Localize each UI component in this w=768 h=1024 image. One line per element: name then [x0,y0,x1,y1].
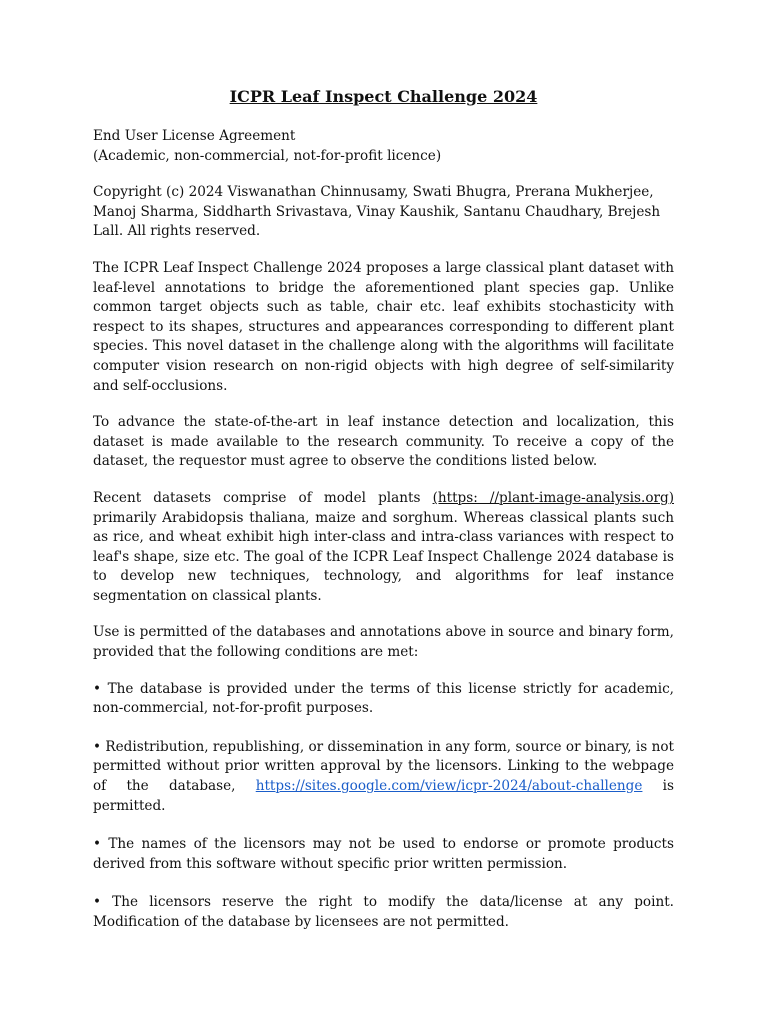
recent-text-before: Recent datasets comprise of model plants [93,489,433,506]
recent-datasets-paragraph [93,489,674,607]
challenge-webpage-link[interactable]: https://sites.google.com/view/icpr-2024/about-challenge [255,778,643,795]
page-title: ICPR Leaf Inspect Challenge 2024 [229,87,538,106]
eula-subtitle: (Academic, non-commercial, not-for-profit licence) [93,147,442,164]
advance-paragraph: To advance the state-of-the-art in leaf instance detection and localization, this dataset is made available to the research community. To receive a copy of the dataset, the requestor must agree to observe the conditions listed below. [93,414,674,470]
condition-redistribution-end: is permitted. [93,778,674,814]
document-page [93,86,674,952]
condition-redistribution-text: • Redistribution, republishing, or dissemination in any form, source or binary, is not permitted without prior written approval by the licensors. Linking to the webpage of the database, [93,738,674,795]
condition-redistribution [93,738,674,816]
eula-title: End User License Agreement [93,128,296,144]
use-paragraph: Use is permitted of the databases and annotations above in source and binary form, provided that the following conditions are met: [93,624,674,661]
copyright-paragraph: Copyright (c) 2024 Viswanathan Chinnusamy, Swati Bhugra, Prerana Mukherjee, Manoj Sharma, Siddharth Srivastava, Vinay Kaushik, Santanu Chaudhary, Brejesh Lall. All rights reserved. [93,184,661,240]
recent-text-after: primarily Arabidopsis thaliana, maize and sorghum. Whereas classical plants such as rice, and wheat exhibit high inter-class and intra-class variances with respect to leaf's shape, size etc. The goal of the ICPR Leaf Inspect Challenge 2024 database is to develop new techniques, technology, and algorithms for leaf instance segmentation on classical plants. [93,509,674,604]
plant-image-analysis-link[interactable]: (https: //plant-image-analysis.org) [432,489,675,506]
condition-endorsement: • The names of the licensors may not be used to endorse or promote products derived from this software without specific prior written permission. [93,836,674,872]
condition-academic: • The database is provided under the terms of this license strictly for academic, non-commercial, not-for-profit purposes. [93,680,674,717]
conditions-list [93,680,674,933]
condition-modification: • The licensors reserve the right to modify the data/license at any point. Modification of the database by licensees are not permitted. [93,894,674,930]
eula-heading [93,127,674,166]
intro-paragraph: The ICPR Leaf Inspect Challenge 2024 proposes a large classical plant dataset with leaf-level annotations to bridge the aforementioned plant species gap. Unlike common target objects such as table, chair etc. leaf exhibits stochasticity with respect to its shapes, structures and appearances corresponding to different plant species. This novel dataset in the challenge along with the algorithms will facilitate computer vision research on non-rigid objects with high degree of self-similarity and self-occlusions. [93,259,674,394]
